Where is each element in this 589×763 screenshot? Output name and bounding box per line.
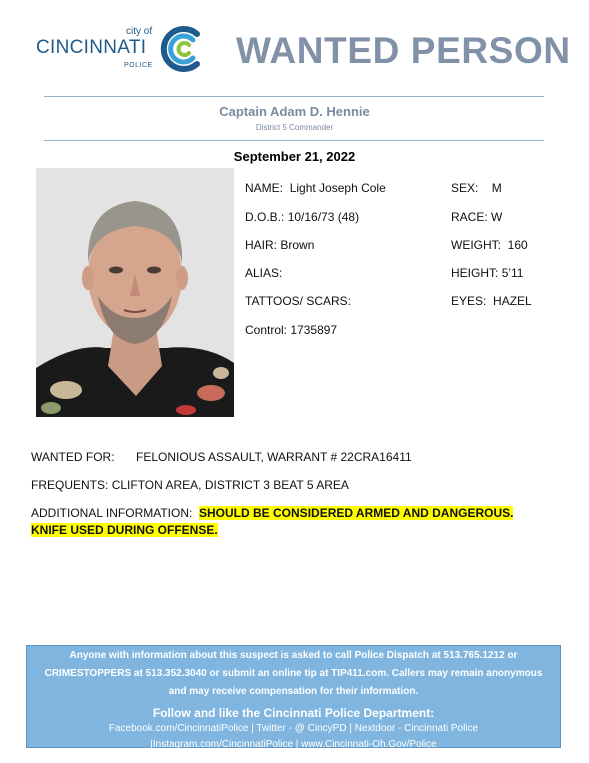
dob-value: 10/16/73 (48) bbox=[287, 210, 360, 224]
footer-follow: Follow and like the Cincinnati Police Department: bbox=[152, 706, 435, 720]
dob-label: D.O.B.: bbox=[245, 210, 285, 224]
weight-field bbox=[451, 238, 528, 252]
frequents-field bbox=[31, 478, 349, 492]
race-field bbox=[451, 210, 502, 224]
race-value: W bbox=[491, 210, 503, 224]
race-label: RACE: bbox=[451, 210, 488, 224]
tattoos-label: TATTOOS/ SCARS: bbox=[245, 294, 352, 308]
additional-label: ADDITIONAL INFORMATION: bbox=[31, 506, 193, 520]
name-value: Light Joseph Cole bbox=[289, 181, 386, 195]
wanted-for-value: FELONIOUS ASSAULT, WARRANT # 22CRA16411 bbox=[136, 450, 412, 464]
hair-field bbox=[245, 238, 314, 252]
cincinnati-police-logo bbox=[36, 24, 206, 76]
height-field bbox=[451, 266, 523, 280]
alias-label: ALIAS: bbox=[245, 266, 283, 280]
name-label: NAME: bbox=[245, 181, 284, 195]
hair-value: Brown bbox=[280, 238, 315, 252]
hair-label: HAIR: bbox=[245, 238, 278, 252]
bulletin-date: September 21, 2022 bbox=[233, 149, 356, 164]
sex-field bbox=[451, 181, 502, 195]
logo-city-of: city of bbox=[126, 26, 153, 37]
alias-field bbox=[245, 266, 282, 280]
footer-line-2: CRIMESTOPPERS at 513.352.3040 or submit an online tip at TIP411.com. Callers may remain anonymous bbox=[44, 668, 543, 679]
name-field bbox=[245, 181, 386, 195]
sex-label: SEX: bbox=[451, 181, 479, 195]
frequents-label: FREQUENTS: bbox=[31, 478, 109, 492]
control-field bbox=[245, 323, 337, 337]
wanted-person-headline: WANTED PERSON bbox=[236, 30, 571, 71]
control-value: 1735897 bbox=[290, 323, 338, 337]
additional-warning: SHOULD BE CONSIDERED ARMED AND DANGEROUS. KNIFE USED DURING OFFENSE. bbox=[31, 506, 514, 537]
divider-bottom bbox=[44, 140, 544, 141]
eyes-value: HAZEL bbox=[493, 294, 532, 308]
wanted-for-label: WANTED FOR: bbox=[31, 450, 115, 464]
logo-police: POLICE bbox=[124, 62, 153, 69]
frequents-value: CLIFTON AREA, DISTRICT 3 BEAT 5 AREA bbox=[111, 478, 349, 492]
tattoos-field bbox=[245, 294, 351, 308]
dob-field bbox=[245, 210, 359, 224]
divider-top bbox=[44, 96, 544, 97]
cincinnati-c-icon bbox=[157, 24, 207, 74]
footer-line-3: and may receive compensation for their information. bbox=[168, 686, 419, 697]
logo-city-name: CINCINNATI bbox=[36, 37, 147, 58]
commander-name: Captain Adam D. Hennie bbox=[219, 104, 370, 119]
weight-label: WEIGHT: bbox=[451, 238, 501, 252]
additional-info bbox=[31, 505, 536, 539]
eyes-label: EYES: bbox=[451, 294, 487, 308]
eyes-field bbox=[451, 294, 532, 308]
mugshot-photo bbox=[36, 168, 234, 417]
footer-social-1: Facebook.com/CincinnatiPolice | Twitter - @ CincyPD | Nextdoor - Cincinnati Police bbox=[108, 723, 479, 734]
weight-value: 160 bbox=[507, 238, 528, 252]
height-label: HEIGHT: bbox=[451, 266, 499, 280]
commander-title: District 5 Commander bbox=[255, 123, 334, 132]
sex-value: M bbox=[491, 181, 502, 195]
footer-social-2: |Instagram.com/CincinnatiPolice | www.Cincinnati-Oh.Gov/Police bbox=[150, 739, 437, 750]
control-label: Control: bbox=[245, 323, 288, 337]
height-value: 5’11 bbox=[501, 266, 524, 280]
tip-footer bbox=[26, 645, 561, 748]
footer-line-1: Anyone with information about this suspect is asked to call Police Dispatch at 513.765.1212 or bbox=[69, 650, 518, 661]
